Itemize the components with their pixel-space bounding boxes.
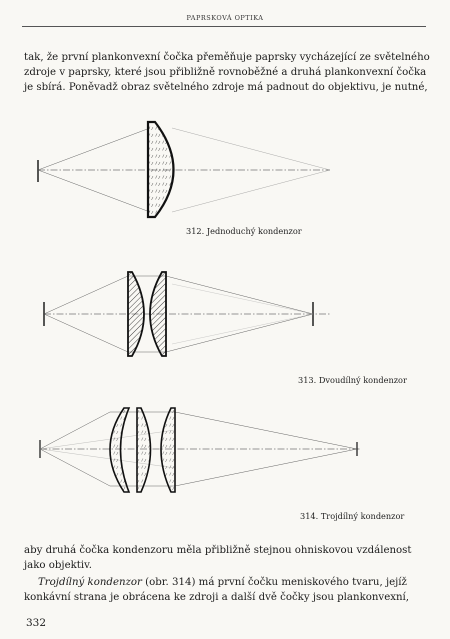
paragraph-top <box>24 50 430 95</box>
ray <box>172 284 313 314</box>
figure-312-single-condenser <box>0 110 450 225</box>
ray <box>175 412 357 449</box>
ray <box>166 276 313 314</box>
paragraph-last <box>24 575 426 605</box>
figure-314-caption: 314. Trojdílný kondenzor <box>300 511 405 521</box>
ray <box>172 128 330 170</box>
ray <box>40 449 175 468</box>
figure-313-drawing <box>0 262 450 367</box>
text-line: je sbírá. Poněvadž obraz světelného zdroje má padnout do objektivu, je nutné, <box>24 82 428 93</box>
third-lens <box>161 408 175 492</box>
ray <box>166 314 313 352</box>
second-lens <box>150 272 166 356</box>
ray <box>38 128 150 170</box>
text-line: jako objektiv. <box>24 560 92 571</box>
running-header: PAPRSKOVÁ OPTIKA <box>186 14 264 22</box>
page-number: 332 <box>26 617 47 629</box>
header-rule <box>22 26 426 27</box>
ray <box>44 276 128 314</box>
plano-convex-lens <box>148 122 174 217</box>
paragraph-bottom <box>24 543 426 573</box>
text-line <box>24 575 426 590</box>
ray <box>172 170 330 212</box>
ray <box>172 314 313 344</box>
ray <box>40 412 110 449</box>
text-line: tak, že první plankonvexní čočka přeměňuje paprsky vycházející ze světelného <box>24 52 430 63</box>
figure-313-two-part-condenser <box>0 262 450 367</box>
ray <box>38 170 150 212</box>
text-line: aby druhá čočka kondenzoru měla přibližně stejnou ohniskovou vzdálenost <box>24 545 412 556</box>
figure-312-drawing <box>0 110 450 225</box>
term-trojdilny-kondenzor: Trojdílný kondenzor <box>38 577 142 588</box>
text-line: konkávní strana je obrácena ke zdroji a další dvě čočky jsou plankonvexní, <box>24 592 410 603</box>
text-fragment: (obr. 314) má první čočku meniskového tvaru, jejíž <box>141 577 407 588</box>
text-line: zdroje v paprsky, které jsou přibližně rovnoběžné a druhá plankonvexní čočka <box>24 67 427 78</box>
figure-314-drawing <box>0 400 450 508</box>
ray <box>175 449 357 486</box>
ray <box>40 449 110 486</box>
figure-313-caption: 313. Dvoudílný kondenzor <box>298 375 407 385</box>
figure-312-caption: 312. Jednoduchý kondenzor <box>186 226 302 236</box>
meniscus-lens <box>110 408 129 492</box>
first-lens <box>128 272 144 356</box>
ray <box>40 430 175 449</box>
figure-314-three-part-condenser <box>0 400 450 508</box>
ray <box>44 314 128 352</box>
second-lens <box>137 408 151 492</box>
